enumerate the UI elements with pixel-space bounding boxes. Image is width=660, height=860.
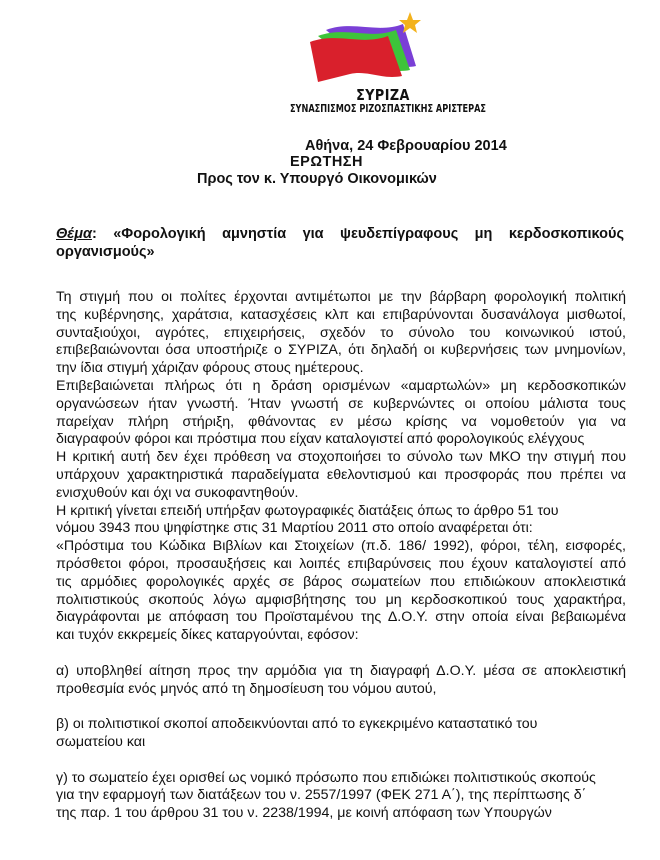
body-line: διαγραφούν φόροι και πρόστιμα που είχαν καταλογιστεί από φορολογικούς ελέγχους xyxy=(56,431,585,448)
subject-block xyxy=(56,225,624,261)
subject-text: : «Φορολογική αμνηστία για ψευδεπίγραφους μη κερδοσκοπικούς xyxy=(91,226,624,242)
body-line: πολιτιστικούς σκοπούς λόγω αμφισβήτησης του μη κερδοσκοπικού τους χαρακτήρα, xyxy=(56,591,626,608)
logo-party-subtitle: ΣΥΝΑΣΠΙΣΜΟΣ ΡΙΖΟΣΠΑΣΤΙΚΗΣ ΑΡΙΣΤΕΡΑΣ xyxy=(289,103,487,115)
paragraph-gap xyxy=(56,698,626,716)
body-line: παρείχαν πλήρη στήριξη, φθάνοντας εν μέσω κρίσης να νομοθετούν για να xyxy=(56,413,626,430)
document-type-heading: ΕΡΩΤΗΣΗ xyxy=(290,154,363,170)
subject-label: Θέμα xyxy=(56,226,92,242)
body-line: συνταξιούχοι, αγρότες, επιχειρήσεις, σχεδόν το σύνολο του κοινωνικού ιστού, xyxy=(56,324,626,341)
body-line: υπάρχουν χαρακτηριστικά παραδείγματα εθελοντισμού και προσφοράς που πρέπει να xyxy=(56,466,626,483)
paragraph-gap xyxy=(56,752,626,770)
clause-a-line: α) υποβληθεί αίτηση προς την αρμόδια για τη διαγραφή Δ.Ο.Υ. μέσα σε αποκλειστική xyxy=(56,662,626,679)
body-line: Η κριτική αυτή δεν έχει πρόθεση να στοχοποιήσει το σύνολο των ΜΚΟ την στιγμή που xyxy=(56,449,626,466)
clause-b-line: β) οι πολιτιστικοί σκοποί αποδεικνύονται από το εγκεκριμένο καταστατικό του xyxy=(56,716,538,733)
body-line: Επιβεβαιώνεται πλήρως ότι η δράση ορισμένων «αμαρτωλών» μη κερδοσκοπικών xyxy=(56,377,626,394)
document-date: Αθήνα, 24 Φεβρουαρίου 2014 xyxy=(305,138,507,154)
body-line: οργανώσεων ήταν γνωστή. Ήταν γνωστή σε κυβερνώντες οι οποίου μάλιστα τους xyxy=(56,395,626,412)
body-line: της κυβέρνησης, χαράτσια, κατασχέσεις κλπ και επιβαρύνονται δυσανάλογα μισθωτοί, xyxy=(56,306,626,323)
body-line: και τυχόν εκκρεμείς δίκες καταργούνται, εφόσον: xyxy=(56,627,359,644)
party-logo xyxy=(268,8,498,116)
subject-line-1 xyxy=(56,225,624,243)
body-line: νόμου 3943 που ψηφίστηκε στις 31 Μαρτίου 2011 στο οποίο αναφέρεται ότι: xyxy=(56,520,533,537)
recipient-line: Προς τον κ. Υπουργό Οικονομικών xyxy=(197,171,437,187)
body-line: πρόσθετοι φόροι, προσαυξήσεις και λοιπές επιβαρύνσεις που έχουν καταλογιστεί από xyxy=(56,555,626,572)
subject-line-2: οργανισμούς» xyxy=(56,244,155,260)
logo-party-name: ΣΥΡΙΖΑ xyxy=(356,86,410,104)
body-line: τις αρμόδιες φορολογικές αρχές σε βάρος σωματείων που επιδιώκουν αποκλειστικά xyxy=(56,573,626,590)
body-line: Η κριτική γίνεται επειδή υπήρξαν φωτογραφικές διατάξεις όπως το άρθρο 51 του xyxy=(56,502,559,519)
clause-c-line: για την εφαρμογή των διατάξεων του ν. 2557/1997 (ΦΕΚ 271 Α΄), της περίπτωσης δ΄ xyxy=(56,787,587,804)
body-line: διαγράφονται με απόφαση του Προϊσταμένου της Δ.Ο.Υ. στην οποία είναι βεβαιωμένα xyxy=(56,609,626,626)
clause-c-line: της παρ. 1 του άρθρου 31 του ν. 2238/1994, με κοινή απόφαση των Υπουργών xyxy=(56,805,552,822)
clause-a-line: προθεσμία ενός μηνός από τη δημοσίευση του νόμου αυτού, xyxy=(56,680,437,697)
clause-b-line: σωματείου και xyxy=(56,733,146,750)
clause-c-line: γ) το σωματείο έχει ορισθεί ως νομικό πρόσωπο που επιδιώκει πολιτιστικούς σκοπούς xyxy=(56,769,596,786)
body-line: «Πρόστιμα του Κώδικα Βιβλίων και Στοιχείων (π.δ. 186/ 1992), φόροι, τέλη, εισφορές, xyxy=(56,538,626,555)
body-line: την ίδια στιγμή χάριζαν φόρους στους ημέτερους. xyxy=(56,360,364,377)
body-line: ενισχυθούν και όχι να συκοφαντηθούν. xyxy=(56,484,299,501)
document-body xyxy=(56,289,626,823)
paragraph-gap xyxy=(56,645,626,663)
flag-star-icon xyxy=(298,8,468,88)
body-line: Τη στιγμή που οι πολίτες έρχονται αντιμέτωποι με την βάρβαρη φορολογική πολιτική xyxy=(56,289,626,305)
body-line: επιβεβαιώνονται όσα υποστήριζε ο ΣΥΡΙΖΑ, ότι δηλαδή οι κυβερνήσεις των μνημονίων, xyxy=(56,342,626,359)
